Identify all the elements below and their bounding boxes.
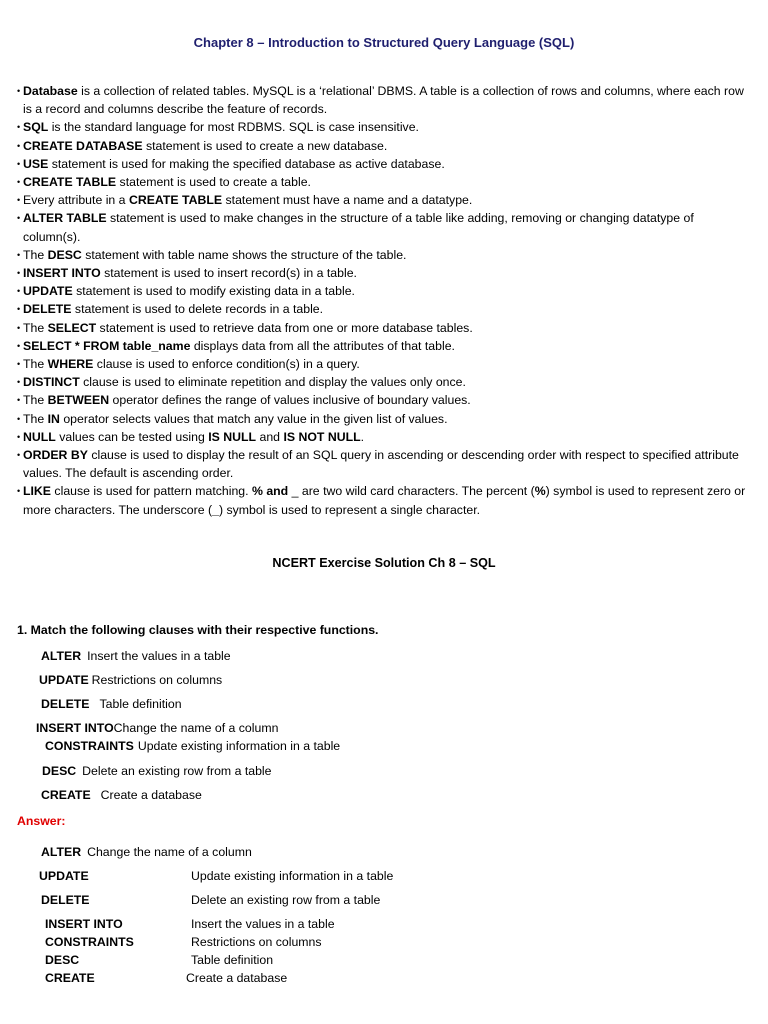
list-item: • The DESC statement with table name shows the structure of the table. bbox=[17, 246, 747, 264]
answer-row: UPDATE bbox=[39, 869, 89, 883]
list-item: • The IN operator selects values that match any value in the given list of values. bbox=[17, 410, 747, 428]
list-item: • CREATE DATABASE statement is used to create a new database. bbox=[17, 137, 747, 155]
match-row: INSERT INTOChange the name of a column bbox=[36, 721, 279, 735]
list-item: • The SELECT statement is used to retrieve data from one or more database tables. bbox=[17, 319, 747, 337]
question-heading: 1. Match the following clauses with their respective functions. bbox=[17, 623, 379, 637]
list-item: • DELETE statement is used to delete records in a table. bbox=[17, 300, 747, 318]
answer-row-value: Table definition bbox=[191, 953, 274, 967]
list-item: • SELECT * FROM table_name displays data from all the attributes of that table. bbox=[17, 337, 747, 355]
answer-row: ALTER Change the name of a column bbox=[41, 845, 252, 859]
list-item: • ORDER BY clause is used to display the result of an SQL query in ascending or descending order with respect to specified attribute values. The default is ascending order. bbox=[17, 446, 747, 482]
list-item: • LIKE clause is used for pattern matching. % and _ are two wild card characters. The percent (%) symbol is used to represent zero or more characters. The underscore (_) symbol is used to represent a single character. bbox=[17, 482, 747, 518]
answer-row: CREATE bbox=[45, 971, 95, 985]
list-item: • ALTER TABLE statement is used to make changes in the structure of a table like adding, removing or changing datatype of column(s). bbox=[17, 209, 747, 245]
section-title: NCERT Exercise Solution Ch 8 – SQL bbox=[272, 556, 496, 570]
answer-row-value: Delete an existing row from a table bbox=[191, 893, 381, 907]
list-item: • CREATE TABLE statement is used to create a table. bbox=[17, 173, 747, 191]
answer-row-value: Insert the values in a table bbox=[191, 917, 335, 931]
answer-row-value: Restrictions on columns bbox=[191, 935, 322, 949]
list-item: • INSERT INTO statement is used to insert record(s) in a table. bbox=[17, 264, 747, 282]
list-item: • USE statement is used for making the specified database as active database. bbox=[17, 155, 747, 173]
list-item: • The WHERE clause is used to enforce condition(s) in a query. bbox=[17, 355, 747, 373]
answer-row-value: Create a database bbox=[186, 971, 288, 985]
list-item: • NULL values can be tested using IS NULL and IS NOT NULL. bbox=[17, 428, 747, 446]
match-row: CREATE Create a database bbox=[41, 788, 202, 802]
answer-row: INSERT INTO bbox=[45, 917, 123, 931]
list-item: • DISTINCT clause is used to eliminate repetition and display the values only once. bbox=[17, 373, 747, 391]
match-row: CONSTRAINTS Update existing information in a table bbox=[45, 739, 341, 753]
answer-row: DESC bbox=[45, 953, 80, 967]
match-row: UPDATE Restrictions on columns bbox=[39, 673, 223, 687]
list-item: • SQL is the standard language for most RDBMS. SQL is case insensitive. bbox=[17, 118, 747, 136]
summary-bullets bbox=[17, 82, 747, 519]
match-row: DESC Delete an existing row from a table bbox=[42, 764, 272, 778]
list-item: • UPDATE statement is used to modify existing data in a table. bbox=[17, 282, 747, 300]
match-row: DELETE Table definition bbox=[41, 697, 182, 711]
list-item: • Every attribute in a CREATE TABLE statement must have a name and a datatype. bbox=[17, 191, 747, 209]
answer-label: Answer: bbox=[17, 814, 66, 828]
page-title: Chapter 8 – Introduction to Structured Query Language (SQL) bbox=[193, 35, 575, 50]
answer-row: CONSTRAINTS bbox=[45, 935, 134, 949]
answer-row: DELETE bbox=[41, 893, 90, 907]
list-item: • The BETWEEN operator defines the range of values inclusive of boundary values. bbox=[17, 391, 747, 409]
answer-row-value: Update existing information in a table bbox=[191, 869, 394, 883]
list-item: • Database is a collection of related tables. MySQL is a ‘relational’ DBMS. A table is a collection of rows and columns, where each row is a record and columns describe the feature of records. bbox=[17, 82, 747, 118]
match-row: ALTER Insert the values in a table bbox=[41, 649, 231, 663]
